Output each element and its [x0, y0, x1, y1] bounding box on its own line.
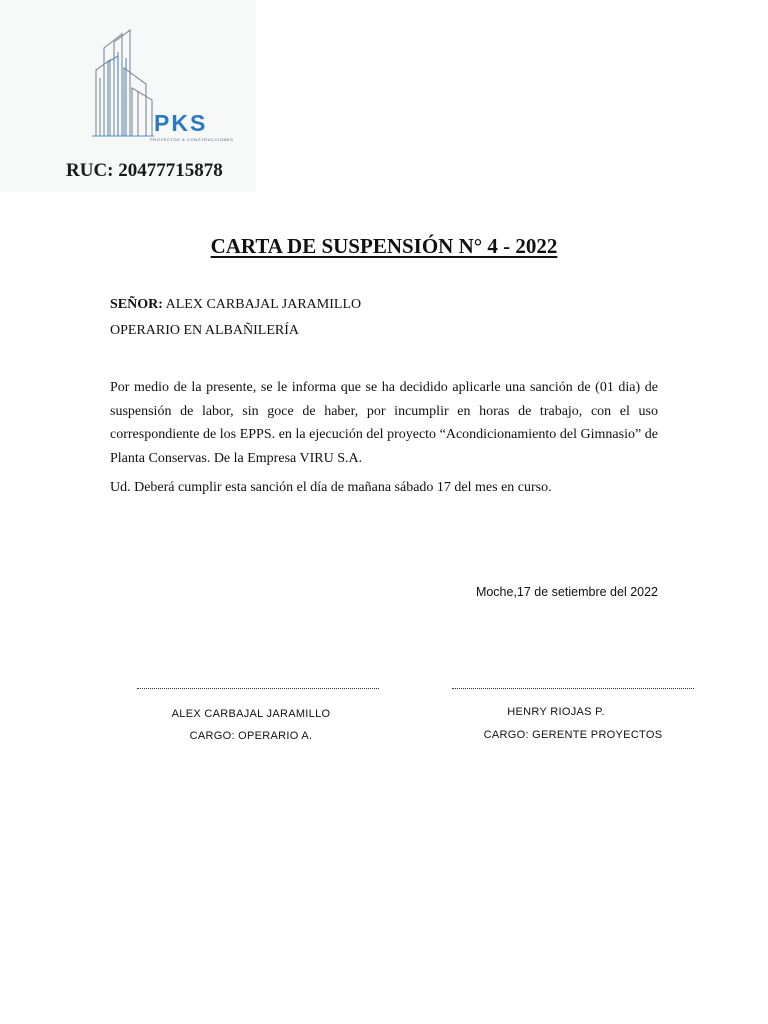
letter-title: CARTA DE SUSPENSIÓN N° 4 - 2022 — [210, 234, 558, 258]
left-signature-line — [137, 688, 379, 689]
recipient-position: OPERARIO EN ALBAÑILERÍA — [110, 323, 299, 338]
right-signatory-cargo: CARGO: GERENTE PROYECTOS — [483, 729, 663, 741]
logo-brand-text: PKS — [154, 110, 208, 136]
recipient-line — [110, 297, 361, 313]
building-logo-icon — [88, 28, 158, 138]
letter-date: Moche,17 de setiembre del 2022 — [475, 585, 658, 599]
left-signatory-name: ALEX CARBAJAL JARAMILLO — [171, 708, 331, 720]
right-signatory-name: HENRY RIOJAS P. — [507, 706, 605, 718]
recipient-label: SEÑOR: — [110, 297, 163, 312]
ruc-number: RUC: 20477715878 — [66, 160, 223, 181]
recipient-name: ALEX CARBAJAL JARAMILLO — [162, 297, 362, 312]
right-signature-line — [452, 688, 694, 689]
body-paragraph-2: Ud. Deberá cumplir esta sanción el día de mañana sábado 17 del mes en curso. — [110, 480, 552, 495]
left-signatory-cargo: CARGO: OPERARIO A. — [189, 730, 313, 742]
body-paragraph-1: Por medio de la presente, se le informa que se ha decidido aplicarle una sanción de (01 dia) de suspensión de labor, sin goce de haber, por incumplir en horas de trabajo, con el uso correspondiente de los EPPS. en la ejecución del proyecto “Acondicionamiento del Gimnasio” de Planta Conservas. De la Empresa VIRU S.A. — [110, 380, 658, 466]
logo-subtitle: PROYECTOS & CONSTRUCCIONES — [150, 137, 234, 142]
